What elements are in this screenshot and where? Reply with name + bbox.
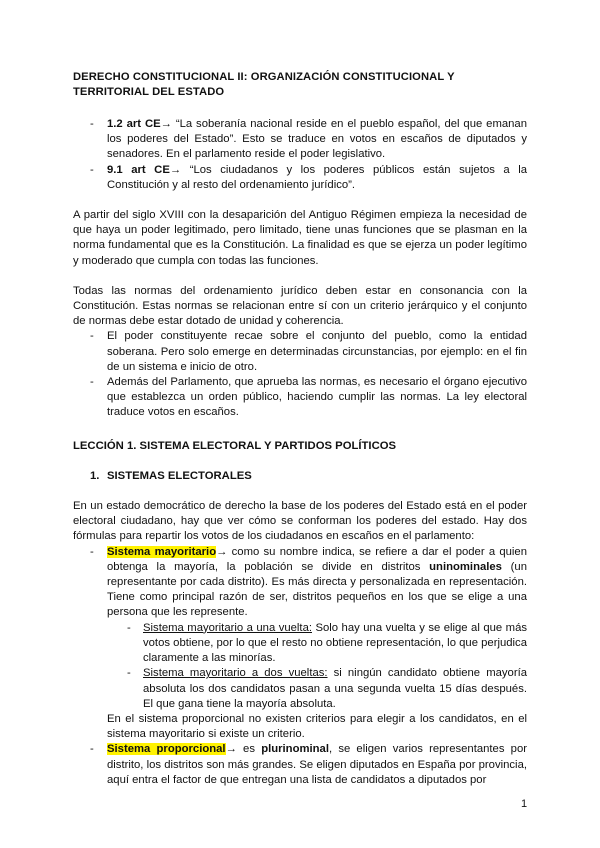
text: si ningún candidato obtiene mayoría absoluta los dos candidatos pasan a una segunda vuelta 15 días después. El que gana tiene la mayoría absoluta. [143, 667, 527, 710]
page-number: 1 [521, 798, 528, 810]
sub-list-item [107, 666, 527, 712]
lesson-heading: LECCIÓN 1. SISTEMA ELECTORAL Y PARTIDOS POLÍTICOS [73, 439, 397, 452]
list-item [73, 545, 527, 743]
arrow: → [169, 163, 182, 176]
arrow: → [216, 545, 228, 558]
arrow: → [225, 743, 237, 756]
list-item: - Además del Parlamento, que aprueba las normas, es necesario el órgano ejecutivo que establezca un orden público, haciendo cumplir las normas. La ley electoral traduce votos en escaños. [73, 375, 527, 421]
highlighted-term: Sistema mayoritario [107, 545, 217, 558]
arrow: → [160, 118, 172, 130]
sub-list [107, 621, 527, 712]
document-page [73, 70, 527, 788]
paragraph: A partir del siglo XVIII con la desaparición del Antiguo Régimen empieza la necesidad de que haya un poder legitimado, pero limitado, tiene unas funciones que se plasman en la norma fundamental que es la Constitución. La finalidad es que se ejerza un poder legítimo y moderado que cumpla con todas las funciones. [73, 209, 527, 267]
text: Solo hay una vuelta y se elige al que más votos obtiene, por lo que el resto no obtiene representación, lo que perjudica claramente a las minorías. [143, 621, 527, 665]
highlighted-term: Sistema proporcional [107, 743, 226, 756]
paragraph: Todas las normas del ordenamiento jurídico deben estar en consonancia con la Constitución. Estas normas se relacionan entre sí con un criterio jerárquico y el conjunto de normas debe estar dotado de unidad y coherencia. [73, 284, 527, 328]
list-item [73, 117, 527, 163]
bold-term: plurinominal [261, 743, 329, 756]
sub-list-item [107, 621, 527, 667]
text: como su nombre indica, se refiere a dar el poder a quien obtenga la mayoría, la población se divide en distritos [107, 545, 527, 573]
list-item: - El poder constituyente recae sobre el conjunto del pueblo, como la entidad soberana. Pero solo emerge en determinadas circunstancias, por ejemplo: en el fin de un sistema e inicio de otro. [73, 329, 527, 375]
section-number: 1. [90, 469, 100, 482]
note: En el sistema proporcional no existen criterios para elegir a los candidatos, en el sistema mayoritario si existe un criterio. [107, 712, 527, 741]
article-text: “La soberanía nacional reside en el pueblo español, del que emanan los poderes del Estado”. Esto se traduce en votos en escaños de diputados y senadores. En el parlamento reside el poder legislativo. [107, 118, 527, 161]
underlined-term: Sistema mayoritario a dos vueltas: [143, 667, 328, 680]
text: es [236, 743, 262, 756]
document-title: DERECHO CONSTITUCIONAL II: ORGANIZACIÓN CONSTITUCIONAL Y TERRITORIAL DEL ESTADO [73, 71, 455, 98]
electoral-systems-list [73, 545, 527, 788]
section-heading [73, 469, 527, 484]
constitution-articles-list [73, 117, 527, 193]
article-text: “Los ciudadanos y los poderes públicos están sujetos a la Constitución y al resto del ordenamiento jurídico”. [107, 163, 528, 191]
text: , se eligen varios representantes por distrito, los distritos son más grandes. Se eligen diputados en España por provincia, aquí entra el factor de que entregan una lista de candidatos a diputados por [107, 743, 527, 786]
section-title: SISTEMAS ELECTORALES [107, 469, 252, 482]
bold-term: uninominales [429, 560, 502, 573]
article-ref: 9.1 art CE [107, 163, 170, 176]
bullet-list [73, 329, 527, 420]
paragraph: En un estado democrático de derecho la base de los poderes del Estado está en el poder electoral ciudadano, hay que ver cómo se conforman los poderes del estado. Hay dos fórmulas para repartir los votos de los ciudadanos en escaños en el parlamento: [73, 500, 527, 543]
list-item [73, 163, 527, 193]
underlined-term: Sistema mayoritario a una vuelta: [143, 621, 312, 634]
list-item [73, 742, 527, 788]
text: (un representante por cada distrito). Es más directa y personalizada en representación. Tiene como principal razón de ser, distritos pequeños en los que se elige a una persona que les represente. [107, 560, 527, 619]
article-ref: 1.2 art CE [107, 118, 161, 130]
